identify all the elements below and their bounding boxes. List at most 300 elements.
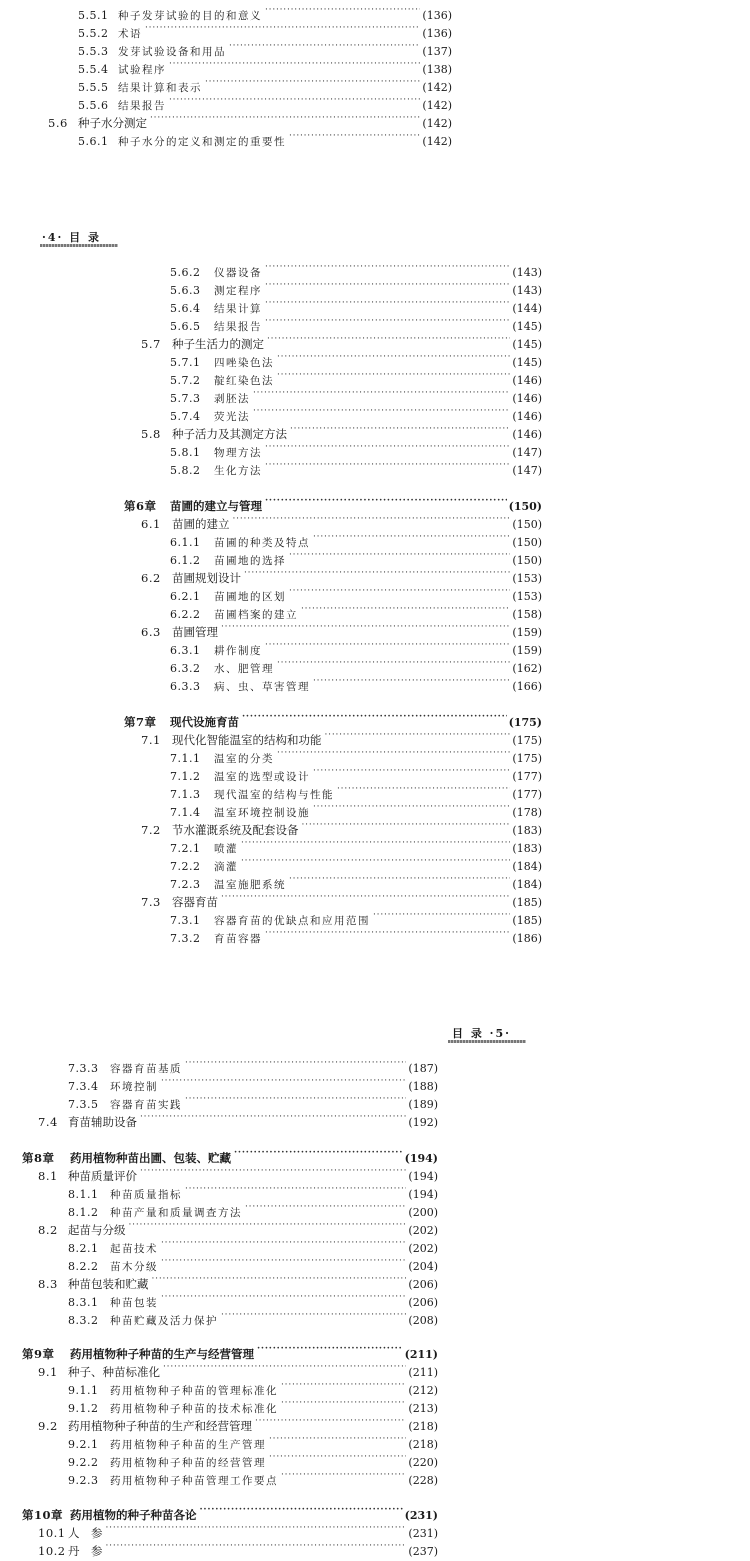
toc-entry[interactable] <box>68 1054 438 1075</box>
toc-leader-dots <box>253 402 510 420</box>
toc-entry[interactable] <box>78 1 452 22</box>
toc-leader-dots <box>281 1394 406 1412</box>
toc-entry-title: 温室的分类 <box>214 753 274 765</box>
toc-entry[interactable] <box>68 1376 438 1397</box>
toc-entry-page: (147) <box>512 464 542 477</box>
toc-leader-dots <box>269 1448 406 1466</box>
toc-leader-dots <box>302 816 511 834</box>
toc-entry-title: 四唑染色法 <box>214 357 274 369</box>
toc-entry[interactable] <box>22 1144 438 1165</box>
toc-entry-page: (145) <box>512 356 542 369</box>
toc-entry[interactable] <box>78 19 452 40</box>
toc-leader-dots <box>265 276 510 294</box>
toc-entry-page: (159) <box>512 626 542 639</box>
toc-entry[interactable] <box>170 600 542 621</box>
toc-entry-page: (143) <box>512 266 542 279</box>
toc-entry-number: 10.1 <box>38 1526 66 1540</box>
toc-entry[interactable] <box>141 420 542 441</box>
toc-leader-dots <box>233 510 511 528</box>
toc-entry-title: 种苗产量和质量调查方法 <box>110 1207 242 1219</box>
toc-entry[interactable] <box>170 906 542 927</box>
toc-entry[interactable] <box>68 1252 438 1273</box>
toc-entry-number: 7.3 <box>141 895 161 909</box>
toc-entry-number: 8.3.1 <box>68 1296 99 1309</box>
toc-leader-dots <box>150 109 420 127</box>
running-head-page-4: ·4· 目 录 <box>42 231 101 244</box>
toc-leader-dots <box>265 294 510 312</box>
toc-entry-title: 生化方法 <box>214 465 262 477</box>
toc-entry-title: 起苗技术 <box>110 1243 158 1255</box>
toc-entry[interactable] <box>68 1394 438 1415</box>
toc-entry-title: 喷灌 <box>214 843 238 855</box>
toc-entry-page: (211) <box>408 1366 438 1379</box>
toc-entry[interactable] <box>38 1108 438 1129</box>
toc-leader-dots <box>221 1306 406 1324</box>
toc-entry-number: 5.5.3 <box>78 45 109 58</box>
toc-leader-dots <box>242 708 507 726</box>
toc-entry[interactable] <box>68 1448 438 1469</box>
toc-entry-page: (220) <box>408 1456 438 1469</box>
toc-entry-page: (146) <box>512 410 542 423</box>
toc-entry-page: (153) <box>512 590 542 603</box>
toc-leader-dots <box>245 1198 406 1216</box>
toc-entry-title: 药用植物种子种苗的生产与经营管理 <box>70 1347 254 1361</box>
toc-entry[interactable] <box>141 888 542 909</box>
toc-entry-page: (185) <box>512 896 542 909</box>
toc-entry[interactable] <box>38 1270 438 1291</box>
toc-leader-dots <box>106 1537 407 1555</box>
toc-entry-title: 种子发芽试验的目的和意义 <box>118 10 262 22</box>
toc-entry[interactable] <box>141 726 542 747</box>
toc-entry-number: 7.1 <box>141 733 161 747</box>
toc-entry[interactable] <box>38 1162 438 1183</box>
toc-leader-dots <box>265 1 420 19</box>
toc-entry[interactable] <box>124 708 542 729</box>
toc-entry-number: 第7章 <box>124 715 157 729</box>
toc-entry-title: 种子、种苗标准化 <box>68 1365 160 1379</box>
toc-entry-number: 9.2.3 <box>68 1474 99 1487</box>
toc-leader-dots <box>185 1090 406 1108</box>
toc-entry-number: 5.6.1 <box>78 135 109 148</box>
toc-leader-dots <box>265 438 510 456</box>
toc-entry[interactable] <box>68 1306 438 1327</box>
toc-entry[interactable] <box>38 1537 438 1558</box>
toc-entry[interactable] <box>78 127 452 148</box>
toc-entry[interactable] <box>38 1519 438 1540</box>
toc-entry-number: 9.2 <box>38 1419 58 1433</box>
toc-entry-page: (183) <box>512 824 542 837</box>
toc-entry-page: (175) <box>512 752 542 765</box>
toc-entry[interactable] <box>141 816 542 837</box>
toc-entry-title: 容器育苗基质 <box>110 1063 182 1075</box>
toc-entry[interactable] <box>170 456 542 477</box>
toc-entry-page: (145) <box>512 320 542 333</box>
toc-entry-number: 5.5.1 <box>78 9 109 22</box>
toc-entry-title: 温室环境控制设施 <box>214 807 310 819</box>
toc-entry-title: 药用植物种子种苗的经营管理 <box>110 1457 266 1469</box>
toc-entry[interactable] <box>170 780 542 801</box>
toc-entry[interactable] <box>170 582 542 603</box>
toc-entry[interactable] <box>170 762 542 783</box>
toc-entry-page: (147) <box>512 446 542 459</box>
toc-entry-title: 测定程序 <box>214 285 262 297</box>
toc-entry-title: 苗圃地的区划 <box>214 591 286 603</box>
toc-entry[interactable] <box>68 1288 438 1309</box>
toc-entry-page: (188) <box>408 1080 438 1093</box>
toc-entry-title: 苗圃的建立与管理 <box>170 499 262 513</box>
toc-entry-number: 10.2 <box>38 1544 66 1558</box>
toc-entry-number: 5.6.3 <box>170 284 201 297</box>
toc-entry-page: (194) <box>404 1152 438 1165</box>
toc-leader-dots <box>290 420 510 438</box>
toc-entry-number: 5.8 <box>141 427 161 441</box>
toc-entry-title: 容器育苗的优缺点和应用范围 <box>214 915 370 927</box>
toc-entry-number: 7.3.1 <box>170 914 201 927</box>
toc-leader-dots <box>313 762 510 780</box>
toc-leader-dots <box>265 492 507 510</box>
toc-entry-page: (150) <box>512 554 542 567</box>
toc-entry-number: 5.6 <box>48 116 68 130</box>
toc-entry[interactable] <box>68 1090 438 1111</box>
toc-entry[interactable] <box>48 109 452 130</box>
toc-entry-page: (175) <box>512 734 542 747</box>
toc-entry-number: 5.8.1 <box>170 446 201 459</box>
toc-leader-dots <box>163 1358 406 1376</box>
toc-entry-title: 起苗与分级 <box>68 1223 126 1237</box>
toc-entry-title: 物理方法 <box>214 447 262 459</box>
toc-entry-page: (237) <box>408 1545 438 1558</box>
toc-entry-title: 水、肥管理 <box>214 663 274 675</box>
toc-entry[interactable] <box>170 312 542 333</box>
toc-leader-dots <box>289 870 510 888</box>
toc-entry-number: 5.5.6 <box>78 99 109 112</box>
toc-leader-dots <box>255 1412 406 1430</box>
toc-entry-number: 5.7.4 <box>170 410 201 423</box>
toc-entry-title: 人 参 <box>68 1526 103 1540</box>
toc-leader-dots <box>373 906 510 924</box>
toc-leader-dots <box>277 348 510 366</box>
toc-entry-page: (136) <box>422 27 452 40</box>
toc-entry[interactable] <box>22 1340 438 1361</box>
toc-entry-page: (138) <box>422 63 452 76</box>
toc-entry-page: (178) <box>512 806 542 819</box>
toc-entry-page: (185) <box>512 914 542 927</box>
toc-entry[interactable] <box>78 91 452 112</box>
toc-entry[interactable] <box>170 744 542 765</box>
toc-entry-title: 耕作制度 <box>214 645 262 657</box>
toc-entry-page: (153) <box>512 572 542 585</box>
toc-entry[interactable] <box>78 37 452 58</box>
toc-leader-dots <box>277 654 510 672</box>
toc-leader-dots <box>161 1252 406 1270</box>
toc-leader-dots <box>161 1072 406 1090</box>
toc-entry-number: 8.1.2 <box>68 1206 99 1219</box>
toc-entry-page: (211) <box>404 1348 438 1361</box>
toc-leader-dots <box>205 73 420 91</box>
toc-entry-page: (184) <box>512 878 542 891</box>
toc-entry-number: 第6章 <box>124 499 157 513</box>
toc-entry-title: 苗圃的种类及特点 <box>214 537 310 549</box>
toc-leader-dots <box>269 1430 406 1448</box>
toc-entry-title: 术语 <box>118 28 142 40</box>
toc-leader-dots <box>129 1216 407 1234</box>
toc-entry-page: (212) <box>408 1384 438 1397</box>
toc-entry-title: 种苗包装和贮藏 <box>68 1277 149 1291</box>
toc-entry-page: (194) <box>408 1170 438 1183</box>
toc-entry-title: 种子生活力的测定 <box>172 337 264 351</box>
toc-entry-page: (146) <box>512 374 542 387</box>
toc-entry[interactable] <box>38 1216 438 1237</box>
toc-leader-dots <box>221 888 510 906</box>
toc-leader-dots <box>265 456 510 474</box>
toc-entry-number: 7.4 <box>38 1115 58 1129</box>
toc-entry-page: (142) <box>422 117 452 130</box>
toc-entry-page: (177) <box>512 788 542 801</box>
toc-leader-dots <box>301 600 510 618</box>
toc-entry-page: (202) <box>408 1242 438 1255</box>
toc-leader-dots <box>257 1340 403 1358</box>
toc-entry[interactable] <box>124 492 542 513</box>
toc-entry[interactable] <box>170 258 542 279</box>
toc-entry-page: (228) <box>408 1474 438 1487</box>
toc-entry-title: 结果报告 <box>214 321 262 333</box>
toc-entry-number: 8.1 <box>38 1169 58 1183</box>
toc-entry-number: 6.3.2 <box>170 662 201 675</box>
toc-entry[interactable] <box>38 1358 438 1379</box>
toc-entry[interactable] <box>68 1234 438 1255</box>
toc-entry[interactable] <box>141 618 542 639</box>
toc-entry-page: (144) <box>512 302 542 315</box>
toc-entry-number: 7.3.3 <box>68 1062 99 1075</box>
toc-entry[interactable] <box>78 73 452 94</box>
toc-entry-title: 种苗质量评价 <box>68 1169 137 1183</box>
toc-entry[interactable] <box>170 924 542 945</box>
toc-entry-title: 靛红染色法 <box>214 375 274 387</box>
toc-entry-title: 温室的选型或设计 <box>214 771 310 783</box>
toc-entry-title: 现代温室的结构与性能 <box>214 789 334 801</box>
toc-leader-dots <box>281 1376 406 1394</box>
toc-entry-number: 6.1.1 <box>170 536 201 549</box>
toc-entry-page: (162) <box>512 662 542 675</box>
toc-entry-title: 发芽试验设备和用品 <box>118 46 226 58</box>
toc-entry-page: (142) <box>422 135 452 148</box>
toc-entry-page: (184) <box>512 860 542 873</box>
toc-entry-number: 7.1.2 <box>170 770 201 783</box>
toc-entry-page: (137) <box>422 45 452 58</box>
toc-entry-number: 8.2.2 <box>68 1260 99 1273</box>
toc-entry-title: 育苗辅助设备 <box>68 1115 137 1129</box>
toc-entry[interactable] <box>170 834 542 855</box>
toc-entry[interactable] <box>141 330 542 351</box>
toc-entry-number: 9.1.1 <box>68 1384 99 1397</box>
toc-leader-dots <box>106 1519 407 1537</box>
toc-entry-title: 苗圃地的选择 <box>214 555 286 567</box>
toc-entry-title: 药用植物种子种苗的生产管理 <box>110 1439 266 1451</box>
running-head-page-5: 目 录 ·5· <box>452 1027 511 1040</box>
toc-entry-number: 9.1 <box>38 1365 58 1379</box>
toc-leader-dots <box>234 1144 403 1162</box>
toc-entry[interactable] <box>68 1198 438 1219</box>
toc-entry-number: 7.2.3 <box>170 878 201 891</box>
toc-entry-number: 5.7.3 <box>170 392 201 405</box>
toc-leader-dots <box>265 636 510 654</box>
toc-entry-page: (150) <box>512 536 542 549</box>
toc-entry-number: 5.7.2 <box>170 374 201 387</box>
running-head-rule <box>448 1040 526 1043</box>
toc-entry-page: (192) <box>408 1116 438 1129</box>
toc-entry-page: (206) <box>408 1296 438 1309</box>
toc-leader-dots <box>325 726 511 744</box>
toc-entry-page: (158) <box>512 608 542 621</box>
toc-entry[interactable] <box>170 672 542 693</box>
toc-entry-page: (146) <box>512 392 542 405</box>
toc-leader-dots <box>313 528 510 546</box>
toc-entry[interactable] <box>68 1430 438 1451</box>
toc-entry[interactable] <box>170 366 542 387</box>
toc-entry-page: (146) <box>512 428 542 441</box>
toc-entry-page: (142) <box>422 99 452 112</box>
toc-entry[interactable] <box>170 528 542 549</box>
toc-leader-dots <box>161 1234 406 1252</box>
toc-entry-number: 9.1.2 <box>68 1402 99 1415</box>
toc-leader-dots <box>313 798 510 816</box>
toc-entry[interactable] <box>170 348 542 369</box>
toc-leader-dots <box>265 312 510 330</box>
toc-entry-number: 5.7.1 <box>170 356 201 369</box>
toc-entry-number: 6.2.2 <box>170 608 201 621</box>
toc-leader-dots <box>169 91 420 109</box>
toc-entry-number: 5.5.2 <box>78 27 109 40</box>
toc-entry-number: 7.2.1 <box>170 842 201 855</box>
toc-entry[interactable] <box>141 510 542 531</box>
toc-entry[interactable] <box>170 870 542 891</box>
toc-entry-page: (200) <box>408 1206 438 1219</box>
toc-entry[interactable] <box>170 384 542 405</box>
toc-entry[interactable] <box>141 564 542 585</box>
toc-entry-title: 种子活力及其测定方法 <box>172 427 287 441</box>
toc-entry-title: 苗圃管理 <box>172 625 218 639</box>
toc-leader-dots <box>277 366 510 384</box>
toc-entry-title: 容器育苗实践 <box>110 1099 182 1111</box>
toc-entry-title: 温室施肥系统 <box>214 879 286 891</box>
toc-entry-page: (213) <box>408 1402 438 1415</box>
toc-entry-title: 试验程序 <box>118 64 166 76</box>
toc-entry-page: (194) <box>408 1188 438 1201</box>
running-head-rule <box>40 244 118 247</box>
toc-leader-dots <box>313 672 510 690</box>
toc-entry-title: 荧光法 <box>214 411 250 423</box>
toc-leader-dots <box>337 780 510 798</box>
toc-leader-dots <box>244 564 510 582</box>
toc-entry-page: (189) <box>408 1098 438 1111</box>
toc-entry-page: (218) <box>408 1420 438 1433</box>
toc-entry-page: (175) <box>508 716 542 729</box>
toc-entry-number: 7.3.2 <box>170 932 201 945</box>
toc-leader-dots <box>265 924 510 942</box>
toc-entry-number: 5.7 <box>141 337 161 351</box>
toc-entry-title: 病、虫、草害管理 <box>214 681 310 693</box>
toc-leader-dots <box>200 1501 403 1519</box>
toc-entry-page: (166) <box>512 680 542 693</box>
toc-entry-page: (142) <box>422 81 452 94</box>
toc-entry-title: 药用植物种子种苗管理工作要点 <box>110 1475 278 1487</box>
toc-leader-dots <box>221 618 510 636</box>
toc-entry[interactable] <box>170 654 542 675</box>
toc-entry[interactable] <box>170 294 542 315</box>
toc-entry-title: 剥胚法 <box>214 393 250 405</box>
toc-entry-title: 结果计算 <box>214 303 262 315</box>
toc-entry[interactable] <box>68 1072 438 1093</box>
toc-entry[interactable] <box>170 438 542 459</box>
toc-entry[interactable] <box>170 852 542 873</box>
toc-leader-dots <box>169 55 420 73</box>
toc-entry-title: 苗圃的建立 <box>172 517 230 531</box>
toc-entry-number: 9.2.2 <box>68 1456 99 1469</box>
toc-entry-number: 6.2.1 <box>170 590 201 603</box>
toc-entry-number: 8.2.1 <box>68 1242 99 1255</box>
toc-entry[interactable] <box>170 402 542 423</box>
toc-entry-number: 7.3.5 <box>68 1098 99 1111</box>
toc-entry[interactable] <box>22 1501 438 1522</box>
toc-entry-page: (183) <box>512 842 542 855</box>
toc-entry-title: 种苗质量指标 <box>110 1189 182 1201</box>
toc-entry[interactable] <box>170 798 542 819</box>
toc-entry-number: 6.2 <box>141 571 161 585</box>
toc-entry-title: 药用植物的种子种苗各论 <box>70 1508 197 1522</box>
toc-entry-title: 仪器设备 <box>214 267 262 279</box>
toc-leader-dots <box>289 546 510 564</box>
toc-entry-number: 第10章 <box>22 1508 64 1522</box>
toc-leader-dots <box>253 384 510 402</box>
toc-entry-title: 丹 参 <box>68 1544 103 1558</box>
toc-entry-number: 6.3.1 <box>170 644 201 657</box>
toc-entry-number: 7.1.3 <box>170 788 201 801</box>
toc-entry-title: 结果计算和表示 <box>118 82 202 94</box>
toc-entry-number: 6.3 <box>141 625 161 639</box>
toc-entry-page: (186) <box>512 932 542 945</box>
toc-entry-number: 7.2 <box>141 823 161 837</box>
toc-entry[interactable] <box>170 636 542 657</box>
toc-entry-number: 8.3.2 <box>68 1314 99 1327</box>
toc-leader-dots <box>145 19 420 37</box>
toc-entry[interactable] <box>170 546 542 567</box>
toc-entry-number: 8.1.1 <box>68 1188 99 1201</box>
toc-entry-page: (145) <box>512 338 542 351</box>
toc-entry-title: 药用植物种子种苗的管理标准化 <box>110 1385 278 1397</box>
toc-entry-page: (202) <box>408 1224 438 1237</box>
toc-entry-number: 7.3.4 <box>68 1080 99 1093</box>
toc-entry-number: 6.1 <box>141 517 161 531</box>
toc-entry-page: (159) <box>512 644 542 657</box>
toc-entry-page: (231) <box>408 1527 438 1540</box>
toc-leader-dots <box>267 330 510 348</box>
toc-entry-page: (150) <box>512 518 542 531</box>
toc-leader-dots <box>289 582 510 600</box>
toc-entry[interactable] <box>38 1412 438 1433</box>
toc-entry-title: 种子水分的定义和测定的重要性 <box>118 136 286 148</box>
toc-entry-number: 7.1.1 <box>170 752 201 765</box>
toc-entry-title: 苗圃规划设计 <box>172 571 241 585</box>
toc-entry-page: (187) <box>408 1062 438 1075</box>
toc-entry-number: 5.5.5 <box>78 81 109 94</box>
toc-entry[interactable] <box>68 1180 438 1201</box>
toc-entry-title: 现代设施育苗 <box>170 715 239 729</box>
toc-entry[interactable] <box>170 276 542 297</box>
toc-entry[interactable] <box>68 1466 438 1487</box>
toc-entry[interactable] <box>78 55 452 76</box>
toc-entry-title: 滴灌 <box>214 861 238 873</box>
toc-entry-number: 9.2.1 <box>68 1438 99 1451</box>
